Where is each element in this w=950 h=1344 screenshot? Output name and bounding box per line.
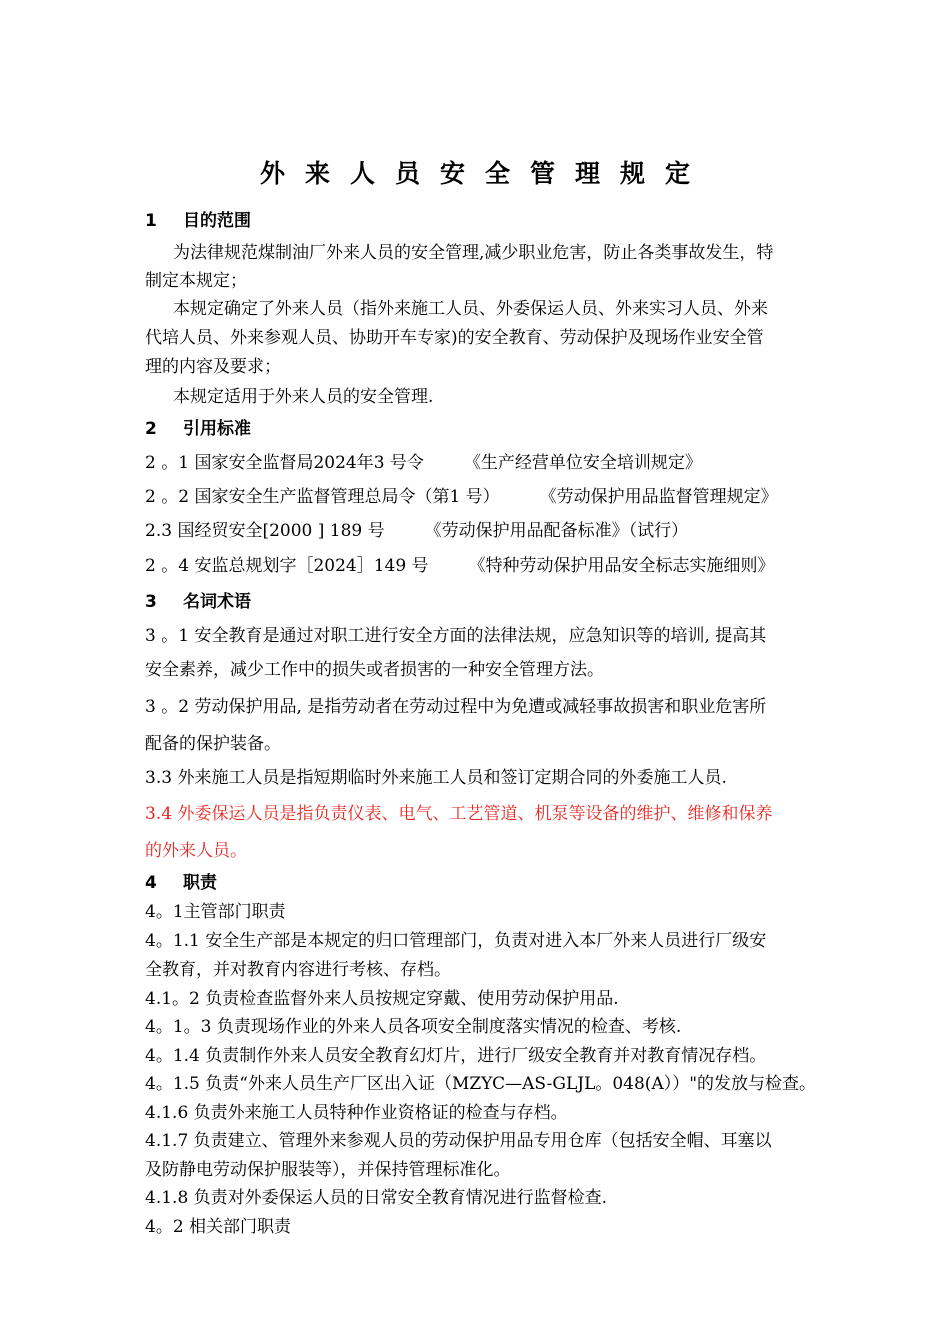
document-title: 外来人员安全管理规定 — [259, 159, 710, 188]
term-line-highlighted: 的外来人员。 — [145, 841, 247, 861]
term-line-highlighted: 3.4 外委保运人员是指负责仪表、电气、工艺管道、机泵等设备的维护、维修和保养 — [145, 804, 773, 824]
section-heading-3: 3 名词术语 — [145, 592, 251, 612]
term-line: 3 。1 安全教育是通过对职工进行安全方面的法律法规，应急知识等的培训, 提高其 — [145, 626, 767, 646]
section-heading-4: 4 职责 — [145, 873, 217, 893]
duty-line: 4。1.4 负责制作外来人员安全教育幻灯片，进行厂级安全教育并对教育情况存档。 — [145, 1046, 767, 1066]
section-heading-1: 1 目的范围 — [145, 211, 251, 231]
duty-line: 4。1主管部门职责 — [145, 902, 286, 922]
term-line: 3 。2 劳动保护用品, 是指劳动者在劳动过程中为免遭或减轻事故损害和职业危害所 — [145, 697, 767, 717]
duty-line: 4.1.6 负责外来施工人员特种作业资格证的检查与存档。 — [145, 1103, 568, 1123]
duty-line: 4。2 相关部门职责 — [145, 1217, 292, 1237]
reference-item: 2 。1 国家安全监督局2024年3 号令 《生产经营单位安全培训规定》 — [145, 453, 702, 473]
paragraph-line: 本规定确定了外来人员（指外来施工人员、外委保运人员、外来实习人员、外来 — [173, 299, 768, 319]
reference-item: 2 。4 安监总规划字［2024］149 号 《特种劳动保护用品安全标志实施细则》 — [145, 556, 775, 576]
term-line: 安全素养，减少工作中的损失或者损害的一种安全管理方法。 — [145, 660, 604, 680]
duty-line: 4.1。2 负责检查监督外来人员按规定穿戴、使用劳动保护用品. — [145, 989, 619, 1009]
duty-line: 4.1.8 负责对外委保运人员的日常安全教育情况进行监督检查. — [145, 1188, 608, 1208]
duty-line: 全教育，并对教育内容进行考核、存档。 — [145, 960, 451, 980]
duty-line: 及防静电劳动保护服装等），并保持管理标准化。 — [145, 1160, 511, 1180]
reference-item: 2 。2 国家安全生产监督管理总局令（第1 号） 《劳动保护用品监督管理规定》 — [145, 487, 778, 507]
paragraph-line: 本规定适用于外来人员的安全管理. — [173, 387, 434, 407]
paragraph-line: 为法律规范煤制油厂外来人员的安全管理,减少职业危害，防止各类事故发生，特 — [173, 243, 774, 263]
duty-line: 4。1。3 负责现场作业的外来人员各项安全制度落实情况的检查、考核. — [145, 1017, 682, 1037]
paragraph-line: 理的内容及要求； — [145, 357, 281, 377]
duty-line: 4。1.1 安全生产部是本规定的归口管理部门，负责对进入本厂外来人员进行厂级安 — [145, 931, 767, 951]
reference-item: 2.3 国经贸安全[2000 ] 189 号 《劳动保护用品配备标准》（试行） — [145, 521, 689, 541]
paragraph-line: 制定本规定； — [145, 271, 247, 291]
duty-line: 4.1.7 负责建立、管理外来参观人员的劳动保护用品专用仓库（包括安全帽、耳塞以 — [145, 1131, 772, 1151]
paragraph-line: 代培人员、外来参观人员、协助开车专家)的安全教育、劳动保护及现场作业安全管 — [145, 328, 764, 348]
duty-line: 4。1.5 负责“外来人员生产厂区出入证（MZYC—AS-GLJL。048(A））"的发放与检查。 — [145, 1074, 817, 1094]
term-line: 配备的保护装备。 — [145, 734, 281, 754]
term-line: 3.3 外来施工人员是指短期临时外来施工人员和签订定期合同的外委施工人员. — [145, 768, 727, 788]
section-heading-2: 2 引用标准 — [145, 419, 251, 439]
